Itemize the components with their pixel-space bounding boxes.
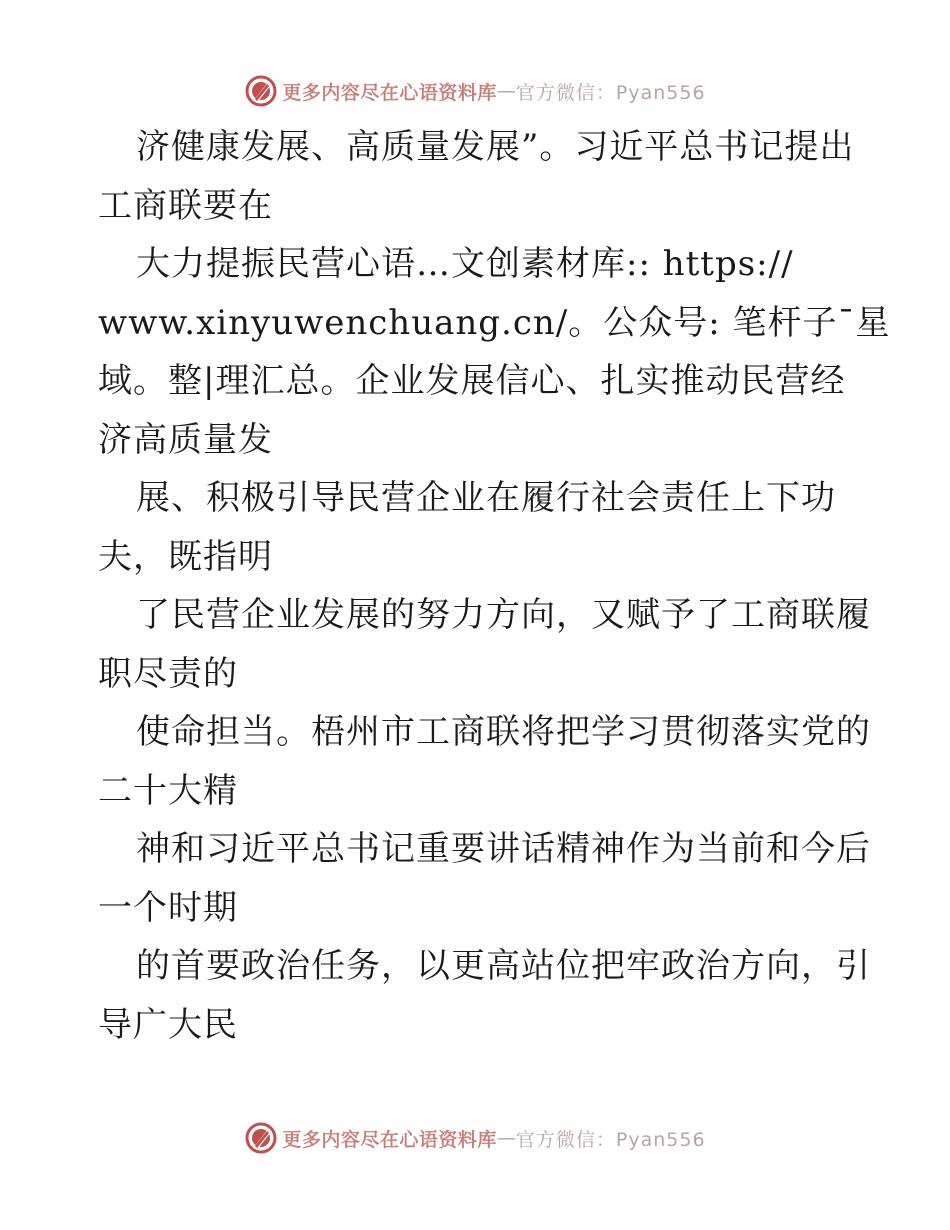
footer-banner <box>0 1118 950 1158</box>
body-line: 济高质量发 <box>98 419 273 460</box>
body-line: 域。整|理汇总。企业发展信心、扎实推动民营经 <box>98 361 846 401</box>
pen-logo-icon <box>244 1121 278 1155</box>
body-line: 工商联要在 <box>98 185 273 226</box>
header-banner-separator: — <box>496 80 516 102</box>
body-line: 大力提振民营心语…文创素材库:: https:// <box>136 244 794 284</box>
footer-banner-wechat: 官方微信：Pyan556 <box>515 1128 706 1151</box>
body-line: 使命担当。梧州市工商联将把学习贯彻落实党的 <box>136 712 871 752</box>
body-line: 一个时期 <box>98 887 238 928</box>
footer-banner-separator: — <box>496 1127 516 1149</box>
body-line: 夫，既指明 <box>98 536 273 577</box>
body-line: 的首要政治任务，以更高站位把牢政治方向，引 <box>136 946 871 986</box>
body-line: 济健康发展、高质量发展”。习近平总书记提出 <box>136 127 855 167</box>
header-banner-title: 更多内容尽在心语资料库 <box>282 81 497 104</box>
footer-banner-title: 更多内容尽在心语资料库 <box>282 1128 497 1151</box>
body-line: 神和习近平总书记重要讲话精神作为当前和今后 <box>136 829 871 869</box>
body-line: 二十大精 <box>98 770 238 811</box>
body-line: 了民营企业发展的努力方向，又赋予了工商联履 <box>136 595 871 635</box>
body-line: www.xinyuwenchuang.cn/。公众号: 笔杆子¯星 <box>98 302 891 343</box>
document-body <box>98 118 891 1054</box>
body-line: 导广大民 <box>98 1004 238 1045</box>
body-line: 展、积极引导民营企业在履行社会责任上下功 <box>136 478 836 518</box>
body-line: 职尽责的 <box>98 653 238 694</box>
header-banner <box>0 71 950 111</box>
pen-logo-icon <box>244 74 278 108</box>
header-banner-wechat: 官方微信：Pyan556 <box>515 81 706 104</box>
